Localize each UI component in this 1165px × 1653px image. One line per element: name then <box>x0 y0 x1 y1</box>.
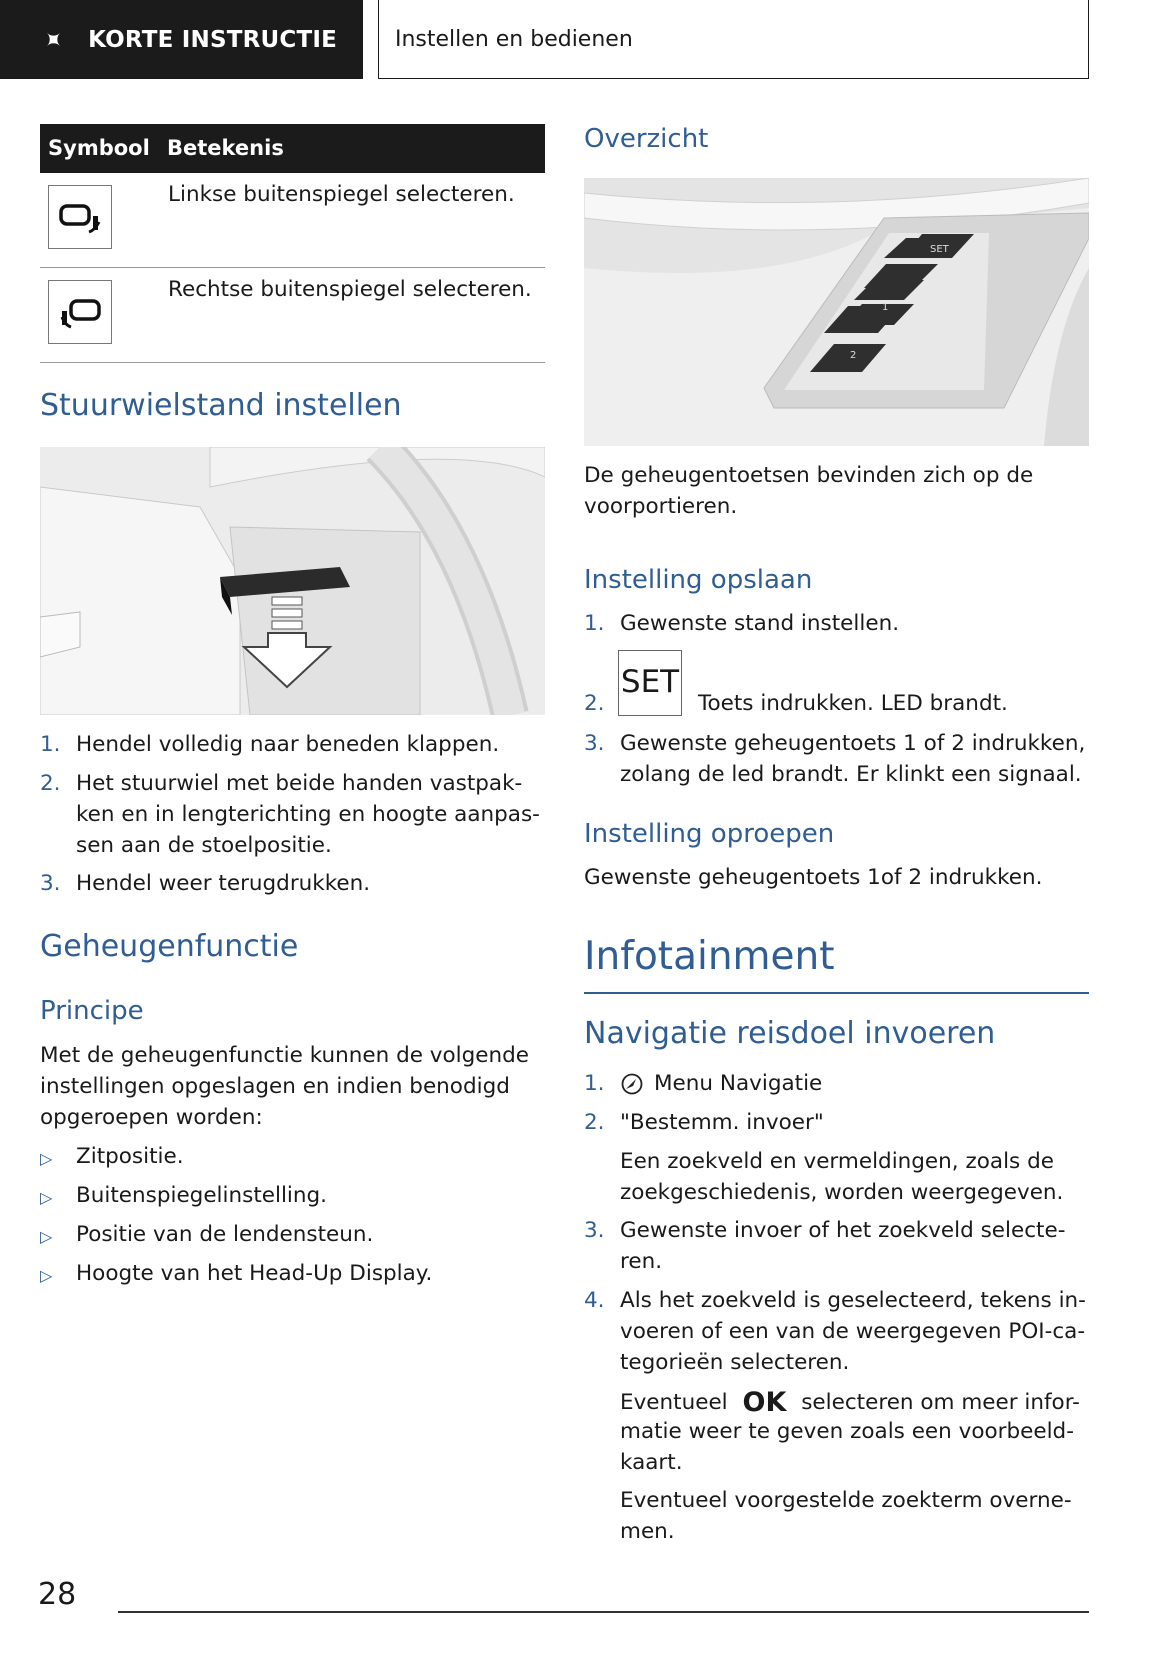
step-number: 1. <box>40 732 61 757</box>
step-text: Hendel weer terugdrukken. <box>76 871 371 896</box>
step-number: 2. <box>584 1110 605 1135</box>
note-suffix: selecteren om meer infor- <box>801 1390 1080 1415</box>
text-line: De geheugentoetsen bevinden zich op de <box>584 463 1034 488</box>
step-note <box>584 1485 1089 1547</box>
set-key-icon: SET <box>618 650 682 716</box>
list-item <box>584 650 1089 720</box>
note-text: men. <box>620 1519 675 1544</box>
note-text: kaart. <box>620 1450 683 1475</box>
list-item <box>40 729 545 760</box>
step-text: voeren of een van de weergegeven POI-ca- <box>620 1319 1086 1344</box>
list-item <box>40 1180 545 1211</box>
list-item <box>584 1285 1089 1378</box>
overview-title: Overzicht <box>584 124 709 154</box>
list-item <box>40 868 545 899</box>
footer-rule <box>118 1611 1089 1613</box>
table-row <box>40 268 545 363</box>
left-mirror-meaning: Linkse buitenspiegel selecteren. <box>168 182 515 207</box>
steering-lever-illustration <box>40 447 545 715</box>
text-line: instellingen opgeslagen en indien benodigd <box>40 1074 510 1099</box>
memory-title: Geheugenfunctie <box>40 929 299 964</box>
step-text: ken en in lengterichting en hoogte aanpas- <box>76 802 540 827</box>
recall-title: Instelling oproepen <box>584 819 835 849</box>
set-button-label: SET <box>930 244 949 255</box>
bullet-triangle-icon: ▷ <box>40 1149 53 1168</box>
text-line: Met de geheugenfunctie kunnen de volgende <box>40 1043 530 1068</box>
step-text: Hendel volledig naar beneden klappen. <box>76 732 500 757</box>
step-number: 3. <box>584 1218 605 1243</box>
note-text <box>620 1385 1080 1418</box>
step-note <box>584 1385 1089 1478</box>
list-item <box>584 608 1089 639</box>
bullet-text: Zitpositie. <box>76 1144 184 1169</box>
step-text: "Bestemm. invoer" <box>620 1110 824 1135</box>
button-2-label: 2 <box>850 350 857 361</box>
list-item <box>584 1068 1089 1099</box>
chapter-tab[interactable] <box>378 0 1089 79</box>
list-item <box>40 1258 545 1289</box>
bullet-triangle-icon: ▷ <box>40 1266 53 1285</box>
text-line: voorportieren. <box>584 494 738 519</box>
symbol-column-header: Symbool <box>48 136 150 160</box>
note-text: matie weer te geven zoals een voorbeeld- <box>620 1419 1074 1444</box>
right-mirror-icon <box>48 280 112 344</box>
text-line: opgeroepen worden: <box>40 1105 263 1130</box>
step-text: Gewenste stand instellen. <box>620 611 900 636</box>
page-number: 28 <box>38 1577 77 1612</box>
step-number: 2. <box>584 691 605 716</box>
principle-title: Principe <box>40 996 144 1026</box>
step-text: Menu Navigatie <box>654 1071 823 1096</box>
list-item <box>40 1141 545 1172</box>
step-text: zolang de led brandt. Er klinkt een signaal. <box>620 762 1082 787</box>
step-number: 3. <box>40 871 61 896</box>
bullet-triangle-icon: ▷ <box>40 1227 53 1246</box>
step-number: 3. <box>584 731 605 756</box>
step-text: ren. <box>620 1249 663 1274</box>
principle-text <box>40 1040 545 1133</box>
step-number: 2. <box>40 771 61 796</box>
infotainment-title: Infotainment <box>584 934 835 979</box>
step-text: Het stuurwiel met beide handen vastpak- <box>76 771 523 796</box>
list-item <box>584 1215 1089 1277</box>
step-number: 1. <box>584 1071 605 1096</box>
list-item <box>584 728 1089 790</box>
step-text: Gewenste geheugentoets 1 of 2 indrukken, <box>620 731 1086 756</box>
steering-title: Stuurwielstand instellen <box>40 388 402 423</box>
ok-key-icon: OK <box>742 1387 787 1418</box>
bullet-text: Positie van de lendensteun. <box>76 1222 374 1247</box>
section-divider <box>584 992 1089 994</box>
left-mirror-icon <box>48 185 112 249</box>
step-text: Als het zoekveld is geselecteerd, tekens in- <box>620 1288 1086 1313</box>
save-title: Instelling opslaan <box>584 565 813 595</box>
section-tab-label: KORTE INSTRUCTIE <box>88 26 338 53</box>
bullet-triangle-icon: ▷ <box>40 1188 53 1207</box>
step-number: 1. <box>584 611 605 636</box>
note-prefix: Eventueel <box>620 1390 728 1415</box>
note-text: Eventueel voorgestelde zoekterm overne- <box>620 1488 1072 1513</box>
button-1-label: 1 <box>882 302 889 313</box>
list-item <box>40 768 545 861</box>
step-text: Toets indrukken. LED brandt. <box>698 691 1008 716</box>
navigation-icon <box>620 1072 644 1105</box>
list-item <box>40 1219 545 1250</box>
section-tab[interactable] <box>0 0 363 79</box>
quick-start-icon: ✦ <box>37 22 72 57</box>
step-text: tegorieën selecteren. <box>620 1350 850 1375</box>
symbol-table-header <box>40 124 545 173</box>
overview-caption <box>584 460 1089 522</box>
step-text: Gewenste invoer of het zoekveld selecte- <box>620 1218 1066 1243</box>
memory-buttons-illustration <box>584 178 1089 446</box>
right-mirror-meaning: Rechtse buitenspiegel selecteren. <box>168 277 532 302</box>
step-number: 4. <box>584 1288 605 1313</box>
note-text: zoekgeschiedenis, worden weergegeven. <box>620 1180 1064 1205</box>
bullet-text: Buitenspiegelinstelling. <box>76 1183 328 1208</box>
recall-text: Gewenste geheugentoets 1of 2 indrukken. <box>584 865 1043 890</box>
meaning-column-header: Betekenis <box>167 136 284 160</box>
bullet-text: Hoogte van het Head-Up Display. <box>76 1261 433 1286</box>
step-text: sen aan de stoelpositie. <box>76 833 332 858</box>
step-note <box>584 1146 1089 1208</box>
note-text: Een zoekveld en vermeldingen, zoals de <box>620 1149 1054 1174</box>
nav-title: Navigatie reisdoel invoeren <box>584 1016 996 1051</box>
list-item <box>584 1107 1089 1138</box>
table-row <box>40 173 545 268</box>
chapter-tab-label: Instellen en bedienen <box>395 26 633 52</box>
